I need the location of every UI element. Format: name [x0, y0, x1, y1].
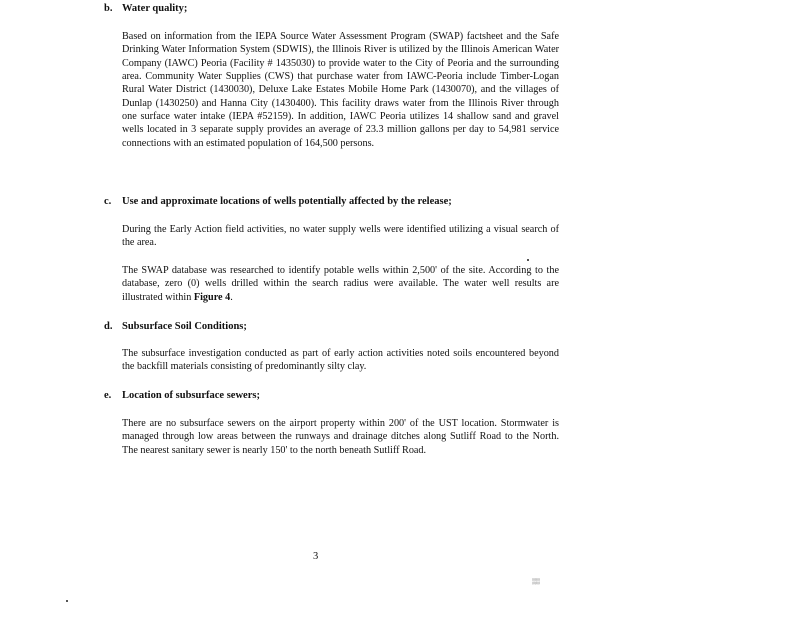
section-b-paragraph: Based on information from the IEPA Source Water Assessment Program (SWAP) factsheet and the Safe Drinking Water Information System (SDWIS), the Illinois River is utilized by the Illinois American Water Company (IAWC) Peoria (Facility # 1435030) to provide water to the City of Peoria and the surrounding area. Community Water Supplies (CWS) that purchase water from IAWC-Peoria include Timber-Logan Rural Water District (1430030), Deluxe Lake Estates Mobile Home Park (1430070), and the villages of Dunlap (1430250) and Hanna City (1430400). This facility draws water from the Illinois River through one surface water intake (IEPA #52159). In addition, IAWC Peoria utilizes 14 shallow sand and gravel wells located in 3 separate supply provides an average of 23.3 million gallons per day to 54,981 service connections with an estimated population of 164,500 persons.	[122, 31, 559, 149]
section-c-paragraph-1: During the Early Action field activities, no water supply wells were identified utilizing a visual search of the area.	[122, 224, 559, 249]
section-b-heading	[104, 3, 187, 14]
section-e-heading	[104, 390, 260, 401]
section-d-heading	[104, 321, 247, 332]
section-c-title: Use and approximate locations of wells potentially affected by the release;	[122, 196, 452, 207]
section-c-paragraph-2-text: The SWAP database was researched to identify potable wells within 2,500' of the site. According to the database, zero (0) wells drilled within the search radius were available. The water well results are illustrated within	[122, 265, 559, 303]
section-b-letter: b.	[104, 3, 113, 14]
figure-4-reference: Figure 4	[193, 291, 231, 303]
section-d-title: Subsurface Soil Conditions;	[122, 321, 247, 332]
section-b-title: Water quality;	[122, 3, 188, 14]
section-c-heading	[104, 196, 452, 207]
section-c-paragraph-2	[122, 264, 559, 304]
section-c-letter: c.	[104, 196, 112, 207]
page-number: 3	[313, 551, 319, 562]
scan-speck	[66, 600, 68, 602]
section-e-paragraph: There are no subsurface sewers on the airport property within 200' of the UST location. Stormwater is managed through low areas between the runways and drainage ditches along Sutliff Road to the North. The nearest sanitary sewer is nearly 150' to the north beneath Sutliff Road.	[122, 418, 559, 456]
scan-speck	[527, 259, 529, 261]
section-e-letter: e.	[104, 390, 112, 401]
section-e-title: Location of subsurface sewers;	[122, 390, 260, 401]
section-d-paragraph: The subsurface investigation conducted as part of early action activities noted soils encountered beyond the backfill materials consisting of predominantly silty clay.	[122, 348, 559, 373]
section-c-paragraph-2-end: .	[230, 291, 233, 303]
section-d-letter: d.	[104, 321, 113, 332]
scan-stamp: ▒▒	[532, 579, 540, 585]
